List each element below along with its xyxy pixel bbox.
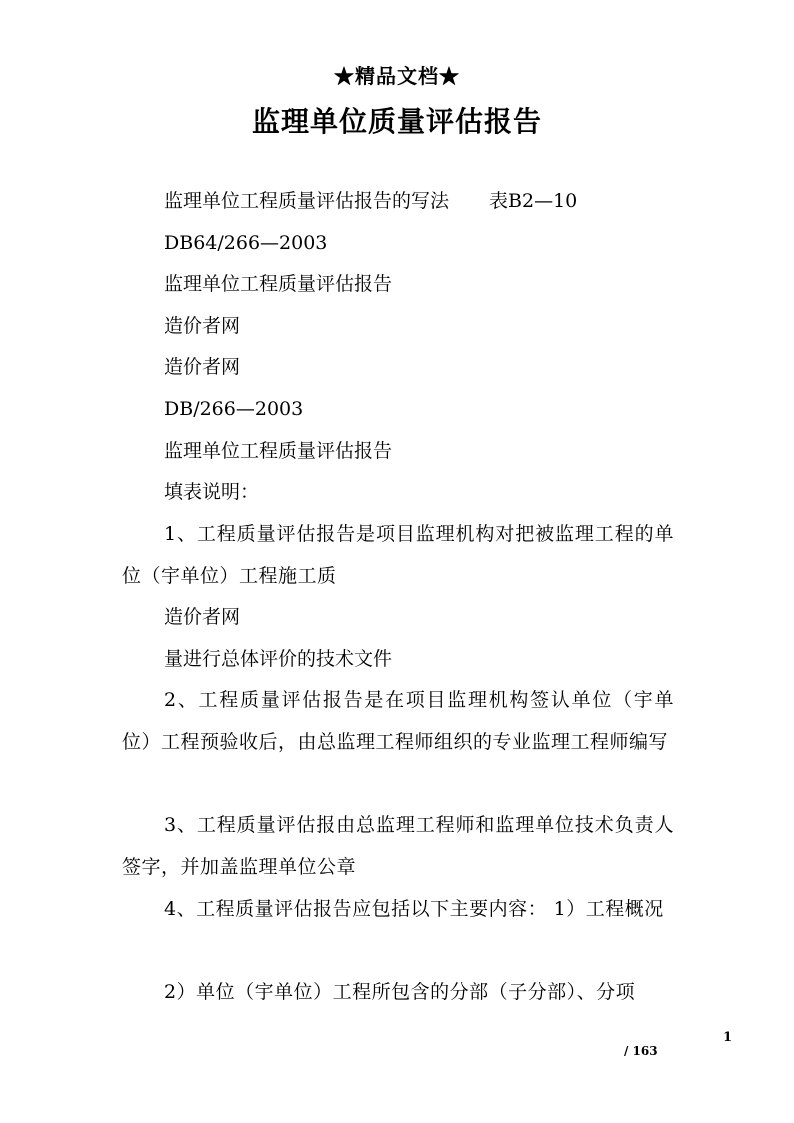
paragraph-line: 造价者网	[164, 356, 241, 378]
paragraph-line: 监理单位工程质量评估报告	[164, 273, 393, 295]
document-title: 监理单位质量评估报告	[251, 105, 542, 138]
paragraph-line: DB/266—2003	[164, 398, 304, 420]
paragraph-line: 造价者网	[164, 315, 241, 337]
paragraph-line: 监理单位工程质量评估报告	[164, 440, 393, 462]
paragraph: 2）单位（宇单位）工程所包含的分部（子分部）、分项	[164, 981, 636, 1003]
paragraph-line: 造价者网	[164, 606, 241, 628]
form-code: 表B2—10	[489, 190, 578, 212]
paragraph: 3、工程质量评估报由总监理工程师和监理单位技术负责人签字，并加盖监理单位公章	[122, 814, 674, 878]
page-total: / 163	[624, 1044, 658, 1058]
paragraph-line: DB64/266—2003	[164, 232, 328, 254]
paragraph-line: 填表说明：	[164, 481, 260, 503]
page-number: 1	[723, 1030, 733, 1045]
paragraph: 4、工程质量评估报告应包括以下主要内容： 1）工程概况	[164, 898, 664, 920]
paragraph-line	[164, 180, 577, 222]
paragraph-line: 量进行总体评价的技术文件	[164, 648, 393, 670]
paragraph: 2、工程质量评估报告是在项目监理机构签认单位（宇单位）工程预验收后，由总监理工程师组织的专业监理工程师编写	[122, 689, 674, 753]
paragraph-text: 监理单位工程质量评估报告的写法	[164, 190, 450, 212]
document-header: ★精品文档★	[334, 64, 460, 88]
paragraph: 1、工程质量评估报告是项目监理机构对把被监理工程的单位（宇单位）工程施工质	[122, 523, 674, 587]
